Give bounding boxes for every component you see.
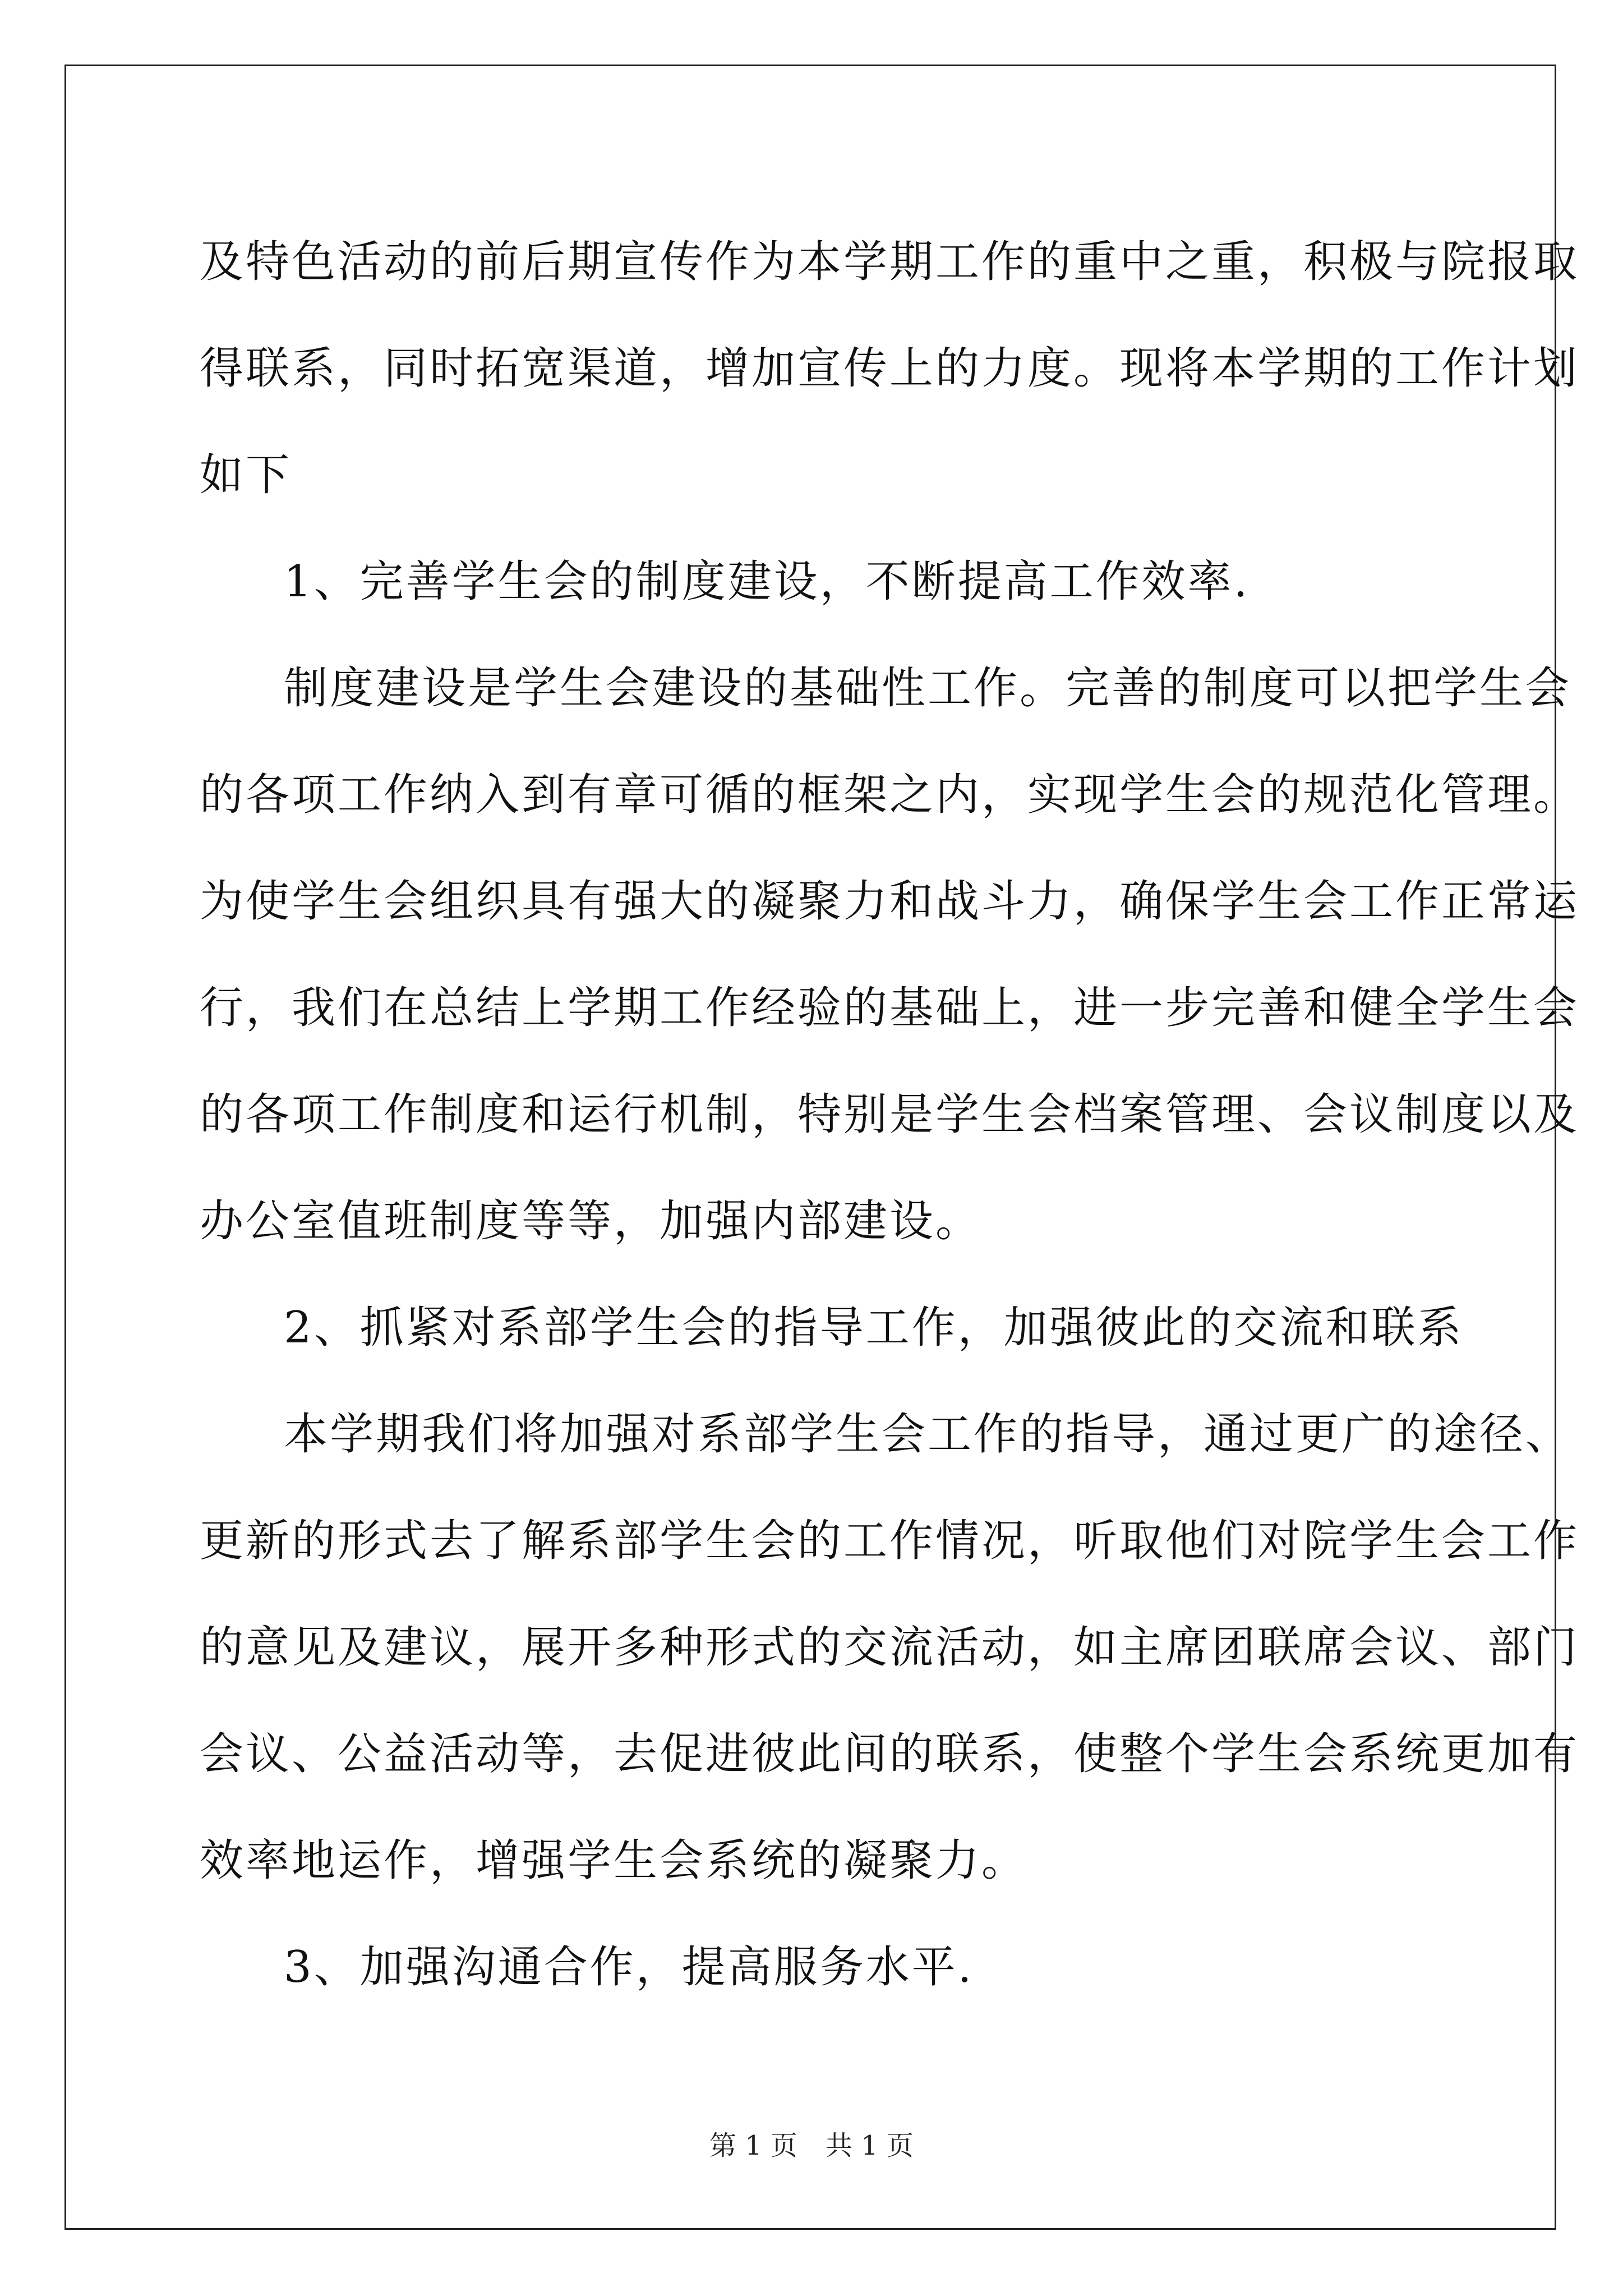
section-heading-2: 2、抓紧对系部学生会的指导工作，加强彼此的交流和联系 bbox=[284, 1303, 1464, 1353]
text-line: 会议、公益活动等，去促进彼此间的联系，使整个学生会系统更加有 bbox=[200, 1729, 1580, 1779]
text-line: 为使学生会组织具有强大的凝聚力和战斗力，确保学生会工作正常运 bbox=[200, 876, 1580, 927]
text-line: 更新的形式去了解系部学生会的工作情况，听取他们对院学生会工作 bbox=[200, 1516, 1580, 1566]
text-line: 的意见及建议，展开多种形式的交流活动，如主席团联席会议、部门 bbox=[200, 1622, 1580, 1673]
document-body bbox=[200, 209, 1580, 2021]
page-number: 第 1 页 bbox=[709, 2130, 797, 2161]
text-line: 如下 bbox=[200, 450, 292, 500]
text-line: 及特色活动的前后期宣传作为本学期工作的重中之重，积极与院报取 bbox=[200, 237, 1580, 287]
text-line: 效率地运作，增强学生会系统的凝聚力。 bbox=[200, 1835, 1028, 1886]
section-heading-3: 3、加强沟通合作，提高服务水平. bbox=[284, 1942, 974, 1993]
text-line: 的各项工作制度和运行机制，特别是学生会档案管理、会议制度以及 bbox=[200, 1089, 1580, 1140]
page-total: 共 1 页 bbox=[826, 2130, 914, 2161]
text-line: 得联系，同时拓宽渠道，增加宣传上的力度。现将本学期的工作计划 bbox=[200, 343, 1580, 394]
section-heading-1: 1、完善学生会的制度建设，不断提高工作效率. bbox=[284, 556, 1250, 607]
page-footer bbox=[0, 2129, 1623, 2162]
text-line: 办公室值班制度等等，加强内部建设。 bbox=[200, 1196, 982, 1246]
text-line: 制度建设是学生会建设的基础性工作。完善的制度可以把学生会 bbox=[284, 663, 1572, 714]
text-line: 的各项工作纳入到有章可循的框架之内，实现学生会的规范化管理。 bbox=[200, 770, 1580, 820]
text-line: 本学期我们将加强对系部学生会工作的指导，通过更广的途径、 bbox=[284, 1409, 1572, 1460]
text-line: 行，我们在总结上学期工作经验的基础上，进一步完善和健全学生会 bbox=[200, 983, 1580, 1033]
